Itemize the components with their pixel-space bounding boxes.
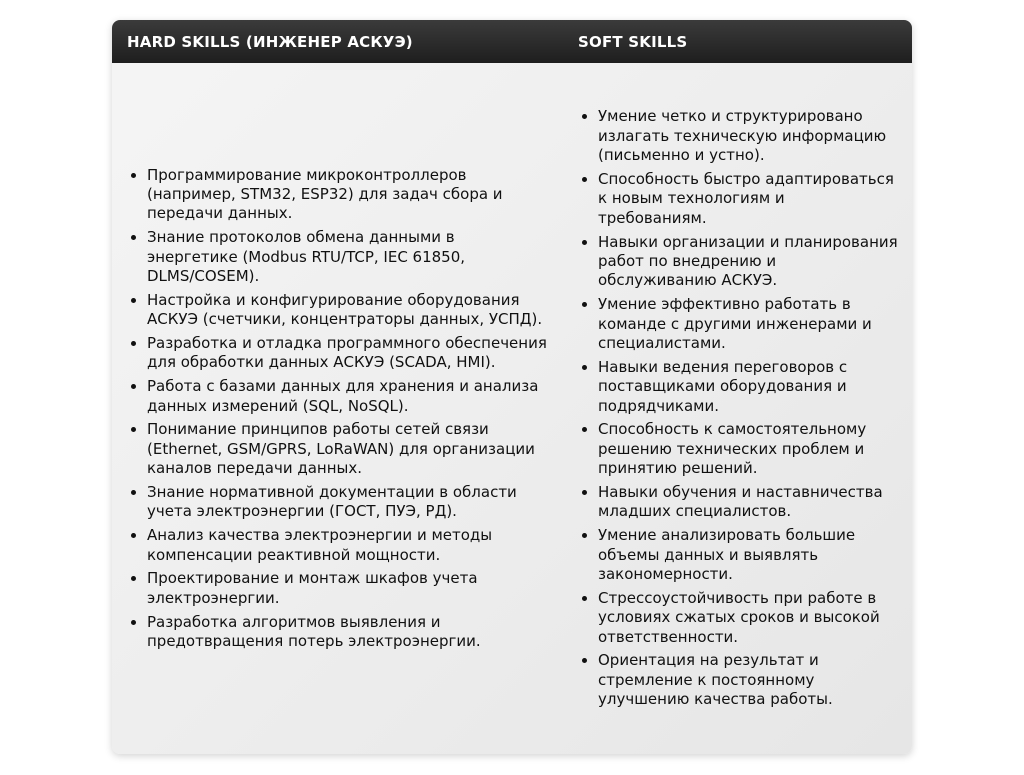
list-item: Навыки ведения переговоров с поставщиками оборудования и подрядчиками. — [598, 358, 898, 416]
list-item: Навыки организации и планирования работ по внедрению и обслуживанию АСКУЭ. — [598, 232, 898, 290]
list-item: Стрессоустойчивость при работе в условиях сжатых сроков и высокой ответственности. — [598, 589, 898, 647]
list-item: Разработка и отладка программного обеспечения для обработки данных АСКУЭ (SCADA, HMI). — [147, 334, 549, 373]
list-item: Разработка алгоритмов выявления и предотвращения потерь электроэнергии. — [147, 613, 549, 652]
list-item: Способность к самостоятельному решению технических проблем и принятию решений. — [598, 420, 898, 478]
soft-skills-header: SOFT SKILLS — [578, 32, 688, 51]
skills-table — [112, 20, 912, 754]
list-item: Программирование микроконтроллеров (например, STM32, ESP32) для задач сбора и передачи данных. — [147, 166, 549, 224]
table-header — [112, 20, 912, 63]
list-item: Умение анализировать большие объемы данных и выявлять закономерности. — [598, 526, 898, 584]
list-item: Знание нормативной документации в области учета электроэнергии (ГОСТ, ПУЭ, РД). — [147, 483, 549, 522]
list-item: Ориентация на результат и стремление к постоянному улучшению качества работы. — [598, 651, 898, 709]
list-item: Знание протоколов обмена данными в энергетике (Modbus RTU/TCP, IEC 61850, DLMS/COSEM). — [147, 228, 549, 286]
hard-skills-column — [112, 63, 563, 754]
list-item: Умение эффективно работать в команде с другими инженерами и специалистами. — [598, 295, 898, 353]
list-item: Настройка и конфигурирование оборудования АСКУЭ (счетчики, концентраторы данных, УСПД). — [147, 291, 549, 330]
list-item: Навыки обучения и наставничества младших специалистов. — [598, 483, 898, 522]
hard-skills-list — [127, 166, 549, 652]
table-body — [112, 63, 912, 754]
list-item: Работа с базами данных для хранения и анализа данных измерений (SQL, NoSQL). — [147, 377, 549, 416]
list-item: Понимание принципов работы сетей связи (Ethernet, GSM/GPRS, LoRaWAN) для организации каналов передачи данных. — [147, 420, 549, 478]
hard-skills-header: HARD SKILLS (ИНЖЕНЕР АСКУЭ) — [127, 32, 413, 51]
list-item: Проектирование и монтаж шкафов учета электроэнергии. — [147, 569, 549, 608]
soft-skills-column — [563, 63, 912, 754]
list-item: Анализ качества электроэнергии и методы компенсации реактивной мощности. — [147, 526, 549, 565]
list-item: Способность быстро адаптироваться к новым технологиям и требованиям. — [598, 170, 898, 228]
list-item: Умение четко и структурировано излагать техническую информацию (письменно и устно). — [598, 107, 898, 165]
soft-skills-list — [578, 107, 898, 709]
